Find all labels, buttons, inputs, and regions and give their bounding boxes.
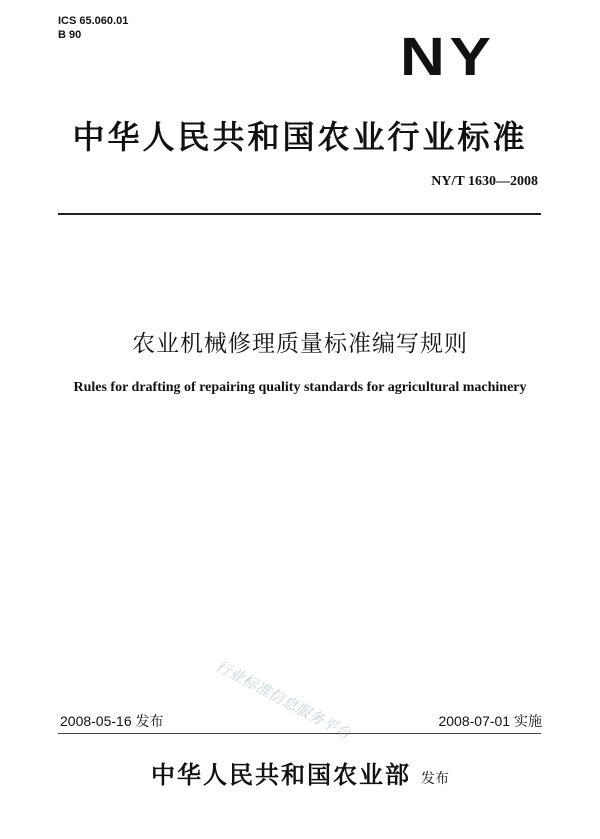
implementation-date: 2008-07-01 实施 [438,713,542,729]
ny-logo: NY [400,27,496,87]
publisher-org: 中华人民共和国农业部 [151,761,411,789]
document-title-en: Rules for drafting of repairing quality standards for agricultural machinery [73,380,527,395]
publisher [0,755,600,790]
document-title-cn: 农业机械修理质量标准编写规则 [132,331,468,357]
standard-number: NY/T 1630—2008 [431,174,538,189]
publisher-label: 发布 [421,771,449,787]
standard-title: 中华人民共和国农业行业标准 [72,118,528,156]
watermark: 行业标准信息服务平台 [212,656,354,744]
header-divider [58,213,541,215]
ics-code: ICS 65.060.01 [58,15,129,27]
classification-codes [58,14,128,42]
issue-date: 2008-05-16 发布 [60,713,164,729]
footer-divider [58,733,541,734]
ccs-code: B 90 [58,29,82,41]
